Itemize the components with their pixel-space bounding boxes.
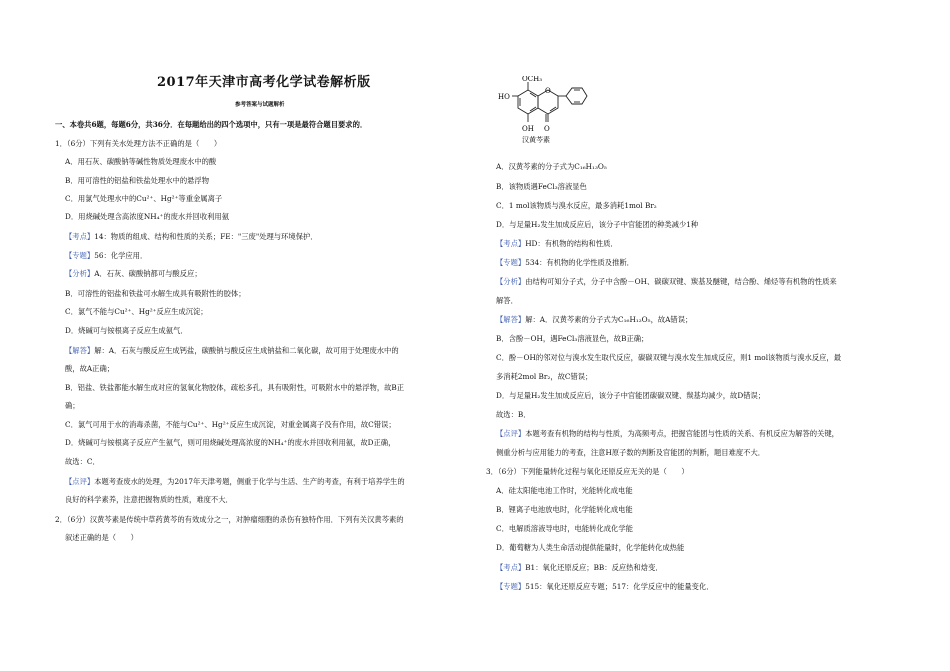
zhuanti-tag: 【专题】 (496, 258, 526, 267)
kaodian-tag: 【考点】 (496, 239, 526, 248)
oh-label: OH (522, 125, 534, 133)
fenxi-tag: 【分析】 (496, 277, 526, 286)
q1-option-b: B．用可溶性的铝盐和铁盐处理水中的悬浮物 (65, 176, 210, 185)
zhuanti-tag: 【专题】 (496, 582, 526, 591)
dianping-tag: 【点评】 (496, 429, 526, 438)
q2-option-d: D．与足量H₂发生加成反应后，该分子中官能团的种类减少1种 (496, 220, 699, 229)
fenxi-text: 由结构可知分子式，分子中含酚－OH、碳碳双键、羰基及醚键，结合酚、烯烃等有机物的性质来 (525, 277, 837, 286)
q1-jieda-6: D．烧碱可与铵根离子反应产生氨气，则可用烧碱处理高浓度的NH₄⁺的废水并回收利用氨，故D正确， (65, 438, 396, 447)
ring-o-label: O (545, 87, 551, 95)
q2-fenxi (496, 277, 837, 287)
zhuanti-text: 534：有机物的化学性质及推断． (525, 258, 634, 267)
kaodian-tag: 【考点】 (496, 563, 526, 572)
q1-option-c: C．用氯气处理水中的Cu²⁺、Hg²⁺等重金属离子 (65, 194, 223, 203)
q1-dianping (65, 477, 405, 487)
q1-dianping-2: 良好的科学素养，注意把握物质的性质，难度不大． (65, 495, 233, 504)
ring-a (518, 90, 538, 114)
q2-jieda-2: B．含酚－OH，遇FeCl₃溶液显色，故B正确； (496, 334, 649, 343)
jieda-text: 解：A．石灰与酸反应生成钙盐，碳酸钠与酸反应生成钠盐和二氧化碳，故可用于处理废水中的 (94, 346, 399, 355)
q1-jieda (65, 346, 399, 356)
fenxi-text: A．石灰、碳酸钠都可与酸反应； (94, 269, 202, 278)
q1-fenxi-b: B．可溶性的铝盐和铁盐可水解生成具有吸附性的胶体； (65, 289, 246, 298)
q2-zhuanti (496, 258, 634, 268)
q3-option-d: D．葡萄糖为人类生命活动提供能量时，化学能转化成热能 (496, 543, 685, 552)
q2-stem-2: 叙述正确的是（ ） (65, 533, 138, 542)
q2-jieda-4: 多消耗2mol Br₂，故C错误； (496, 372, 593, 381)
q1-fenxi (65, 269, 202, 279)
q1-option-a: A．用石灰、碳酸钠等碱性物质处理废水中的酸 (65, 157, 217, 166)
q2-jieda-3: C．酚－OH的邻对位与溴水发生取代反应，碳碳双键与溴水发生加成反应，则1 mol该物质与溴水反应，最 (496, 353, 842, 362)
q2-jieda (496, 315, 692, 325)
dianping-text: 本题考查废水的处理，为2017年天津考题，侧重于化学与生活、生产的考查，有利于培养学生的 (94, 477, 405, 486)
q1-jieda-5: C．氯气可用于水的消毒杀菌，不能与Cu²⁺、Hg²⁺反应生成沉淀，对重金属离子没有作用，故C错误； (65, 420, 396, 429)
q3-option-b: B．锂离子电池放电时，化学能转化成电能 (496, 505, 633, 514)
q3-option-a: A．硅太阳能电池工作时，光能转化成电能 (496, 486, 633, 495)
molecule-label: 汉黄芩素 (522, 136, 550, 144)
q3-kaodian (496, 563, 663, 573)
q2-option-a: A．汉黄芩素的分子式为C₁₆H₁₃O₅ (496, 162, 607, 171)
kaodian-tag: 【考点】 (65, 232, 95, 241)
q1-jieda-3: B．铝盐、铁盐都能水解生成对应的氢氧化物胶体，疏松多孔，具有吸附性，可吸附水中的悬浮物，故B正 (65, 383, 405, 392)
q1-jieda-7: 故选：C． (65, 457, 100, 466)
q2-fenxi-2: 解答． (496, 296, 518, 305)
q2-jieda-5: D．与足量H₂发生加成反应后，该分子中官能团碳碳双键、羰基均减少，故D错误； (496, 391, 766, 400)
q3-stem: 3．（6分）下列能量转化过程与氧化还原反应无关的是（ ） (486, 467, 689, 476)
ho-label: HO (498, 93, 510, 101)
dianping-text: 本题考查有机物的结构与性质，为高频考点，把握官能团与性质的关系、有机反应为解答的关键， (525, 429, 839, 438)
fenxi-tag: 【分析】 (65, 269, 95, 278)
zhuanti-text: 515：氧化还原反应专题；517：化学反应中的能量变化． (525, 582, 714, 591)
q1-fenxi-d: D．烧碱可与铵根离子反应生成氨气． (65, 326, 188, 335)
jieda-text: 解：A．汉黄芩素的分子式为C₁₆H₁₂O₅，故A错误； (525, 315, 693, 324)
q1-jieda-2: 酸，故A正确； (65, 364, 115, 373)
kaodian-text: HD：有机物的结构和性质． (525, 239, 618, 248)
q2-dianping-2: 侧重分析与应用能力的考查，注意H原子数的判断及官能团的判断，题目难度不大． (496, 448, 766, 457)
dianping-tag: 【点评】 (65, 477, 95, 486)
q2-option-c: C．1 mol该物质与溴水反应，最多消耗1mol Br₂ (496, 201, 657, 210)
q1-option-d: D．用烧碱处理含高浓度NH₄⁺的废水并回收利用氨 (65, 212, 230, 221)
ketone-o-label: O (544, 125, 550, 133)
q2-stem: 2．（6分）汉黄芩素是传统中草药黄芩的有效成分之一，对肿瘤细胞的杀伤有独特作用．下列有关汉黄芩素的 (55, 515, 404, 524)
q1-jieda-4: 确； (65, 401, 80, 410)
molecule-structure (494, 76, 614, 156)
page-subtitle: 参考答案与试题解析 (235, 102, 285, 108)
section-heading: 一、本卷共6题，每题6分，共36分．在每题给出的四个选项中，只有一项是最符合题目要求的． (55, 120, 368, 129)
jieda-tag: 【解答】 (496, 315, 526, 324)
zhuanti-text: 56：化学应用． (94, 251, 148, 260)
q3-option-c: C．电解质溶液导电时，电能转化成化学能 (496, 524, 633, 533)
q1-stem: 1．（6分）下列有关水处理方法不正确的是（ ） (55, 139, 222, 148)
zhuanti-tag: 【专题】 (65, 251, 95, 260)
page-title: 2017年天津市高考化学试卷解析版 (157, 75, 371, 90)
och3-label: OCH₃ (522, 76, 543, 83)
q2-kaodian (496, 239, 618, 249)
q3-zhuanti (496, 582, 714, 592)
q2-dianping (496, 429, 839, 439)
q1-kaodian (65, 232, 318, 242)
q2-option-b: B．该物质遇FeCl₃溶液显色 (496, 182, 587, 191)
q2-jieda-6: 故选：B． (496, 410, 531, 419)
q1-fenxi-c: C．氯气不能与Cu²⁺、Hg²⁺反应生成沉淀； (65, 307, 208, 316)
jieda-tag: 【解答】 (65, 346, 95, 355)
q1-zhuanti (65, 251, 147, 261)
kaodian-text: B1：氧化还原反应；BB：反应热和焓变． (525, 563, 663, 572)
kaodian-text: 14：物质的组成、结构和性质的关系；FE："三废"处理与环境保护． (94, 232, 318, 241)
